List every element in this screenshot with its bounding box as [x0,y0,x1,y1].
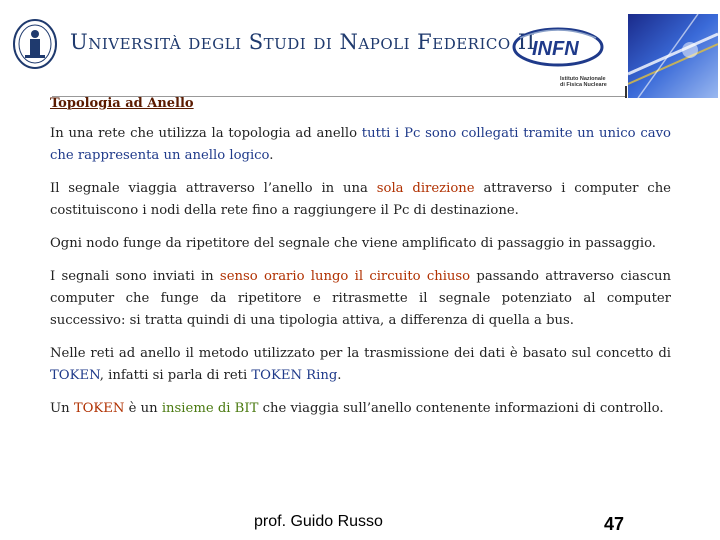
slide-header [0,0,720,100]
paragraph-2 [50,178,671,222]
p1-highlight: tutti i Pc sono collegati tramite un unico cavo che rappresenta un anello logico [50,126,671,163]
paragraph-1 [50,123,671,167]
p6-text-c: è un [124,401,162,416]
p2-text-c: attraverso i computer che costituiscono i nodi della rete fino a raggiungere il Pc di destinazione. [50,181,671,218]
p6-text-e: che viaggia sull’anello contenente informazioni di controllo. [258,401,664,416]
p5-token-ring: TOKEN Ring [251,368,338,383]
p4-highlight: senso orario lungo il circuito chiuso [219,269,471,284]
p4-text-a: I segnali sono inviati in [50,269,220,284]
slide-title: Topologia ad Anello [50,96,194,111]
paragraph-4 [50,266,671,332]
infn-caption-line1: Istituto Nazionale [560,76,606,82]
paragraph-6 [50,398,671,420]
p6-bit-set: insieme di BIT [161,401,259,416]
p2-text-a: Il segnale viaggia attraverso l’anello in una [50,181,377,196]
footer-author: prof. Guido Russo [254,513,383,530]
infn-logo-text: INFN [532,38,579,60]
p5-text-a: Nelle reti ad anello il metodo utilizzato per la trasmissione dei dati è basato sul concetto di [50,346,671,361]
page-number: 47 [604,514,625,534]
decorative-corner-image [628,14,718,98]
infn-caption [560,76,607,88]
paragraph-3: Ogni nodo funge da ripetitore del segnale che viene amplificato di passaggio in passaggio. [50,236,656,251]
infn-logo-block [500,8,620,90]
p1-text-a: In una rete che utilizza la topologia ad anello [50,126,362,141]
university-seal-logo [12,18,58,70]
infn-logo [510,26,606,68]
paragraph-5 [50,343,671,387]
university-name: Università degli Studi di Napoli Federico II [70,30,536,54]
slide-content [50,95,671,431]
p6-text-a: Un [50,401,74,416]
p4-text-c: passando attraverso ciascun computer che funge da ripetitore e ritrasmette il segnale potenziato al computer successivo: si tratta quindi di una tipologia attiva, a differenza di quella a bus. [50,269,671,328]
p6-token: TOKEN [73,401,125,416]
infn-caption-line2: di Fisica Nucleare [560,82,607,88]
p2-highlight: sola direzione [376,181,475,196]
p5-text-e: . [337,368,342,383]
p5-token: TOKEN [50,368,100,383]
p1-text-c: . [269,148,274,163]
p5-text-c: , infatti si parla di reti [99,368,252,383]
